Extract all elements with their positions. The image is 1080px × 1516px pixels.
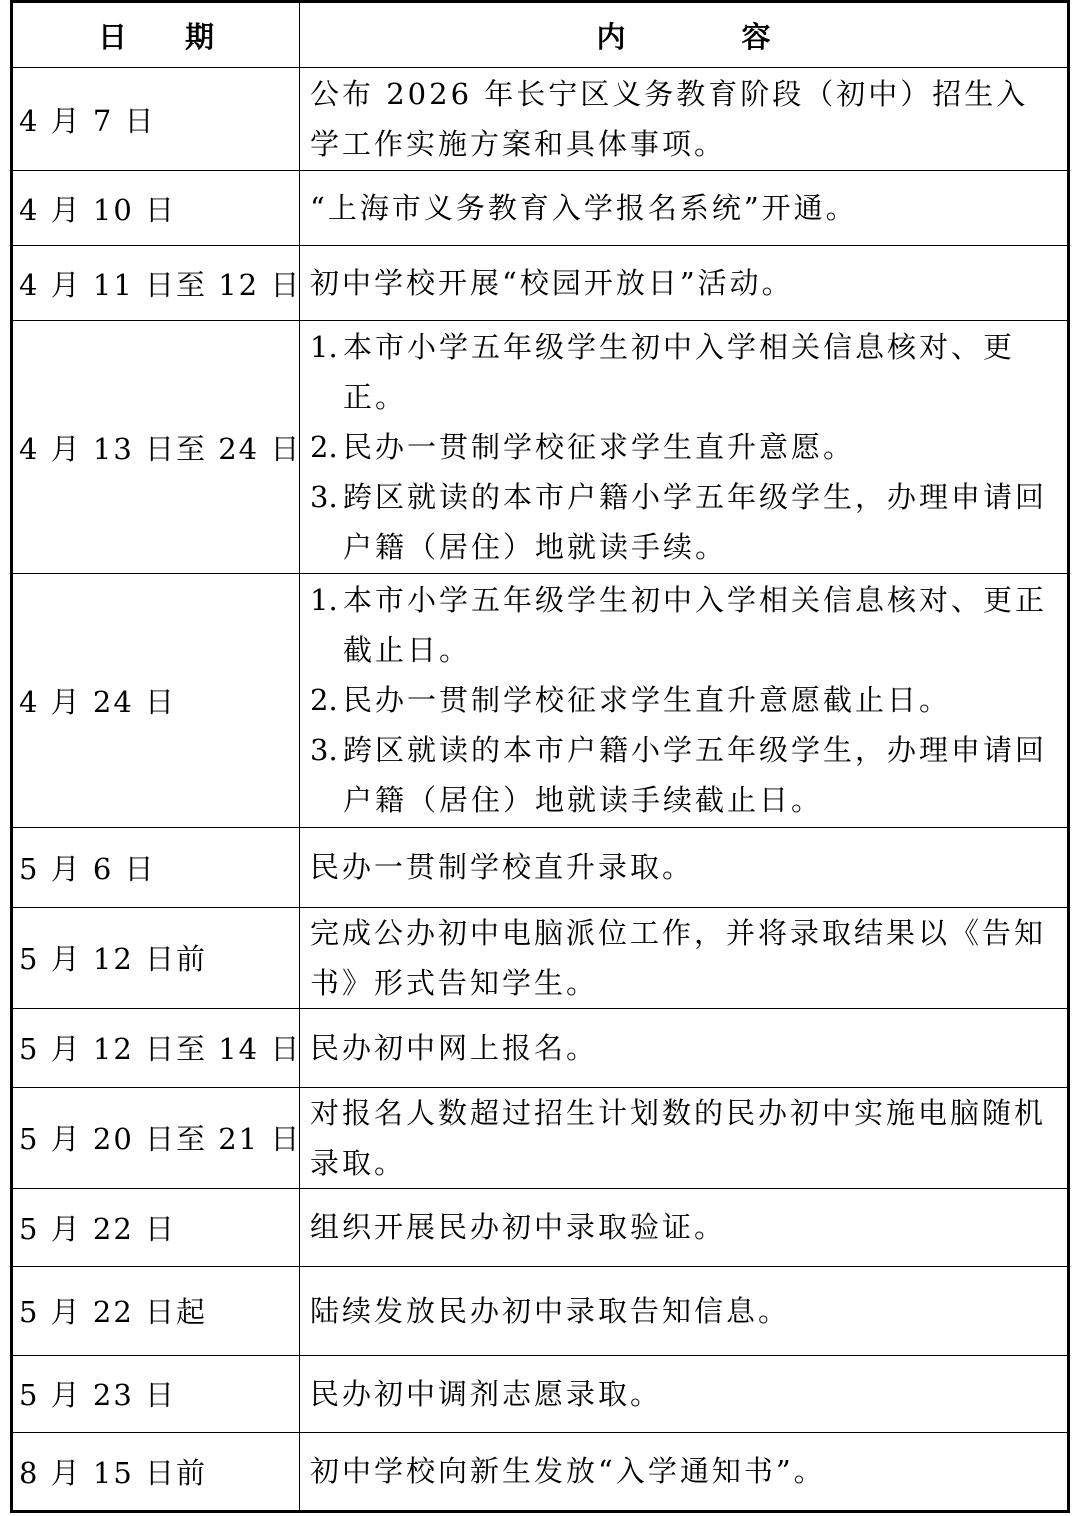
content-cell: 民办一贯制学校直升录取。 [300,827,1069,907]
date-cell: 5 月 6 日 [12,827,300,907]
content-cell: 民办初中调剂志愿录取。 [300,1355,1069,1432]
table-row [12,246,1069,321]
table-row [12,1266,1069,1355]
list-item [310,575,1057,675]
item-number: 2. [310,430,338,465]
date-cell: 8 月 15 日前 [12,1432,300,1511]
content-cell: 初中学校向新生发放“入学通知书”。 [300,1432,1069,1511]
content-cell: 组织开展民办初中录取验证。 [300,1188,1069,1266]
schedule-table [10,0,1070,1513]
content-column-header: 内 容 [300,2,1069,68]
list-item [310,322,1057,422]
item-number: 1. [310,330,338,365]
date-cell: 4 月 13 日至 24 日 [12,321,300,574]
list-item [310,675,1057,725]
date-cell: 4 月 10 日 [12,171,300,246]
item-text: 民办一贯制学校征求学生直升意愿截止日。 [343,683,952,718]
date-cell: 4 月 24 日 [12,574,300,827]
date-cell: 4 月 11 日至 12 日 [12,246,300,321]
item-number: 3. [310,480,338,515]
content-cell: 初中学校开展“校园开放日”活动。 [300,246,1069,321]
table-row [12,827,1069,907]
item-number: 1. [310,583,338,618]
table-row [12,68,1069,171]
item-text: 跨区就读的本市户籍小学五年级学生，办理申请回户籍（居住）地就读手续。 [343,480,1048,565]
content-cell: “上海市义务教育入学报名系统”开通。 [300,171,1069,246]
table-row [12,1188,1069,1266]
table-row [12,171,1069,246]
item-text: 跨区就读的本市户籍小学五年级学生，办理申请回户籍（居住）地就读手续截止日。 [343,733,1048,818]
table-row [12,1355,1069,1432]
date-cell: 4 月 7 日 [12,68,300,171]
date-cell: 5 月 12 日前 [12,907,300,1008]
item-text: 本市小学五年级学生初中入学相关信息核对、更正截止日。 [343,583,1048,668]
content-cell [300,321,1069,574]
list-item [310,725,1057,825]
date-column-header: 日 期 [12,2,300,68]
date-cell: 5 月 22 日起 [12,1266,300,1355]
item-text: 民办一贯制学校征求学生直升意愿。 [343,430,856,465]
date-cell: 5 月 12 日至 14 日 [12,1008,300,1087]
content-cell: 公布 2026 年长宁区义务教育阶段（初中）招生入学工作实施方案和具体事项。 [300,68,1069,171]
content-cell: 完成公办初中电脑派位工作，并将录取结果以《告知书》形式告知学生。 [300,907,1069,1008]
list-item [310,422,1057,472]
content-cell: 对报名人数超过招生计划数的民办初中实施电脑随机录取。 [300,1087,1069,1188]
item-number: 3. [310,733,338,768]
table-row [12,1432,1069,1511]
date-cell: 5 月 23 日 [12,1355,300,1432]
header-row [12,2,1069,68]
list-item [310,472,1057,572]
table-row [12,321,1069,574]
date-cell: 5 月 22 日 [12,1188,300,1266]
table-row [12,1087,1069,1188]
item-text: 本市小学五年级学生初中入学相关信息核对、更正。 [343,330,1016,415]
table-row [12,907,1069,1008]
table-row [12,574,1069,827]
item-number: 2. [310,683,338,718]
table-row [12,1008,1069,1087]
date-cell: 5 月 20 日至 21 日 [12,1087,300,1188]
content-cell: 陆续发放民办初中录取告知信息。 [300,1266,1069,1355]
content-cell: 民办初中网上报名。 [300,1008,1069,1087]
content-cell [300,574,1069,827]
